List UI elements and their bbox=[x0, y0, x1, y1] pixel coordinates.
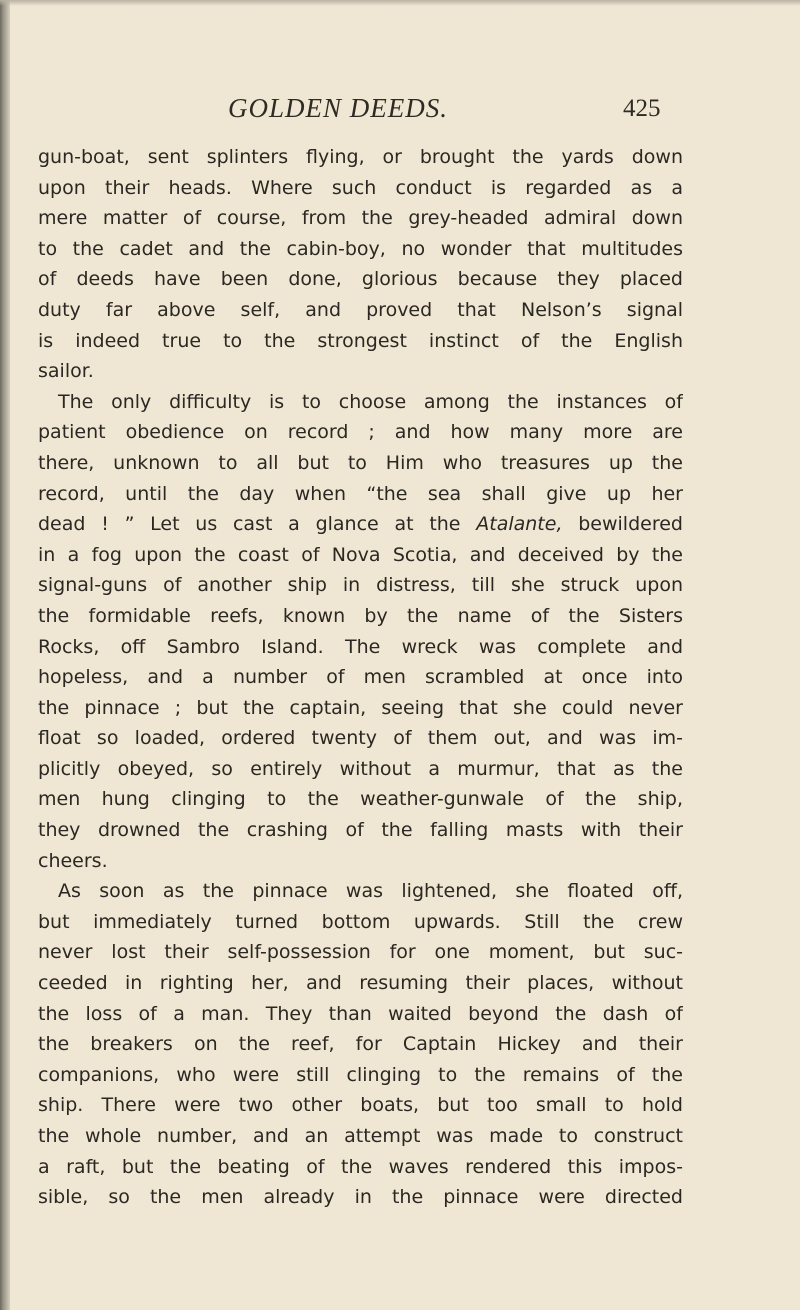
text-line: companions, who were still clinging to the remains of the bbox=[38, 1063, 683, 1086]
text-line: men hung clinging to the weather-gunwale of the ship, bbox=[38, 788, 683, 811]
running-title: GOLDEN DEEDS. bbox=[228, 93, 448, 123]
page-number: 425 bbox=[623, 95, 661, 122]
text-segment: bewildered bbox=[578, 513, 683, 536]
text-line: float so loaded, ordered twenty of them out, and was im- bbox=[38, 727, 683, 750]
text-line-with-ship-name bbox=[38, 509, 683, 540]
text-line: there, unknown to all but to Him who treasures up the bbox=[38, 451, 683, 474]
text-line: ceeded in righting her, and resuming their places, without bbox=[38, 972, 683, 995]
text-line: sailor. bbox=[38, 360, 94, 383]
text-line: record, until the day when “the sea shall give up her bbox=[38, 482, 683, 505]
text-segment: dead ! ” Let us cast a glance at the bbox=[38, 513, 461, 536]
text-line: the whole number, and an attempt was made to construct bbox=[38, 1125, 683, 1147]
text-line: but immediately turned bottom upwards. Still the crew bbox=[38, 910, 683, 933]
ship-name: Atalante, bbox=[476, 513, 563, 536]
text-line: upon their heads. Where such conduct is regarded as a bbox=[38, 176, 683, 199]
body-text bbox=[38, 142, 683, 1213]
paragraph-start-line: The only difficulty is to choose among the instances of bbox=[58, 390, 683, 413]
text-line: the formidable reefs, known by the name of the Sisters bbox=[38, 604, 683, 627]
text-line: ship. There were two other boats, but too small to hold bbox=[38, 1094, 683, 1117]
text-line: sible, so the men already in the pinnace were directed bbox=[38, 1186, 683, 1209]
text-line: in a fog upon the coast of Nova Scotia, and deceived by the bbox=[38, 543, 683, 566]
text-line: never lost their self-possession for one moment, but suc- bbox=[38, 941, 683, 964]
text-line: plicitly obeyed, so entirely without a murmur, that as the bbox=[38, 757, 683, 780]
text-line: hopeless, and a number of men scrambled at once into bbox=[38, 666, 683, 689]
text-line: to the cadet and the cabin-boy, no wonder that multitudes bbox=[38, 237, 683, 260]
text-line: cheers. bbox=[38, 849, 108, 872]
text-line: patient obedience on record ; and how many more are bbox=[38, 421, 683, 444]
text-line: mere matter of course, from the grey-headed admiral down bbox=[38, 207, 683, 230]
text-line: the breakers on the reef, for Captain Hickey and their bbox=[38, 1033, 683, 1056]
text-line: the pinnace ; but the captain, seeing that she could never bbox=[38, 696, 683, 719]
page-binding-shadow bbox=[0, 0, 10, 1310]
text-line: is indeed true to the strongest instinct of the English bbox=[38, 329, 683, 352]
text-line: a raft, but the beating of the waves rendered this impos- bbox=[38, 1155, 683, 1178]
running-head bbox=[0, 93, 800, 125]
text-line: signal-guns of another ship in distress, till she struck upon bbox=[38, 574, 683, 597]
text-line: they drowned the crashing of the falling masts with their bbox=[38, 819, 683, 842]
text-line: Rocks, off Sambro Island. The wreck was complete and bbox=[38, 635, 683, 658]
text-line: duty far above self, and proved that Nelson’s signal bbox=[38, 298, 683, 321]
text-line: of deeds have been done, glorious because they placed bbox=[38, 268, 683, 291]
text-line: gun-boat, sent splinters flying, or brought the yards down bbox=[38, 146, 683, 168]
page-top-edge bbox=[0, 0, 800, 6]
text-line: the loss of a man. They than waited beyond the dash of bbox=[38, 1002, 683, 1025]
paragraph-start-line: As soon as the pinnace was lightened, she floated off, bbox=[58, 880, 683, 903]
